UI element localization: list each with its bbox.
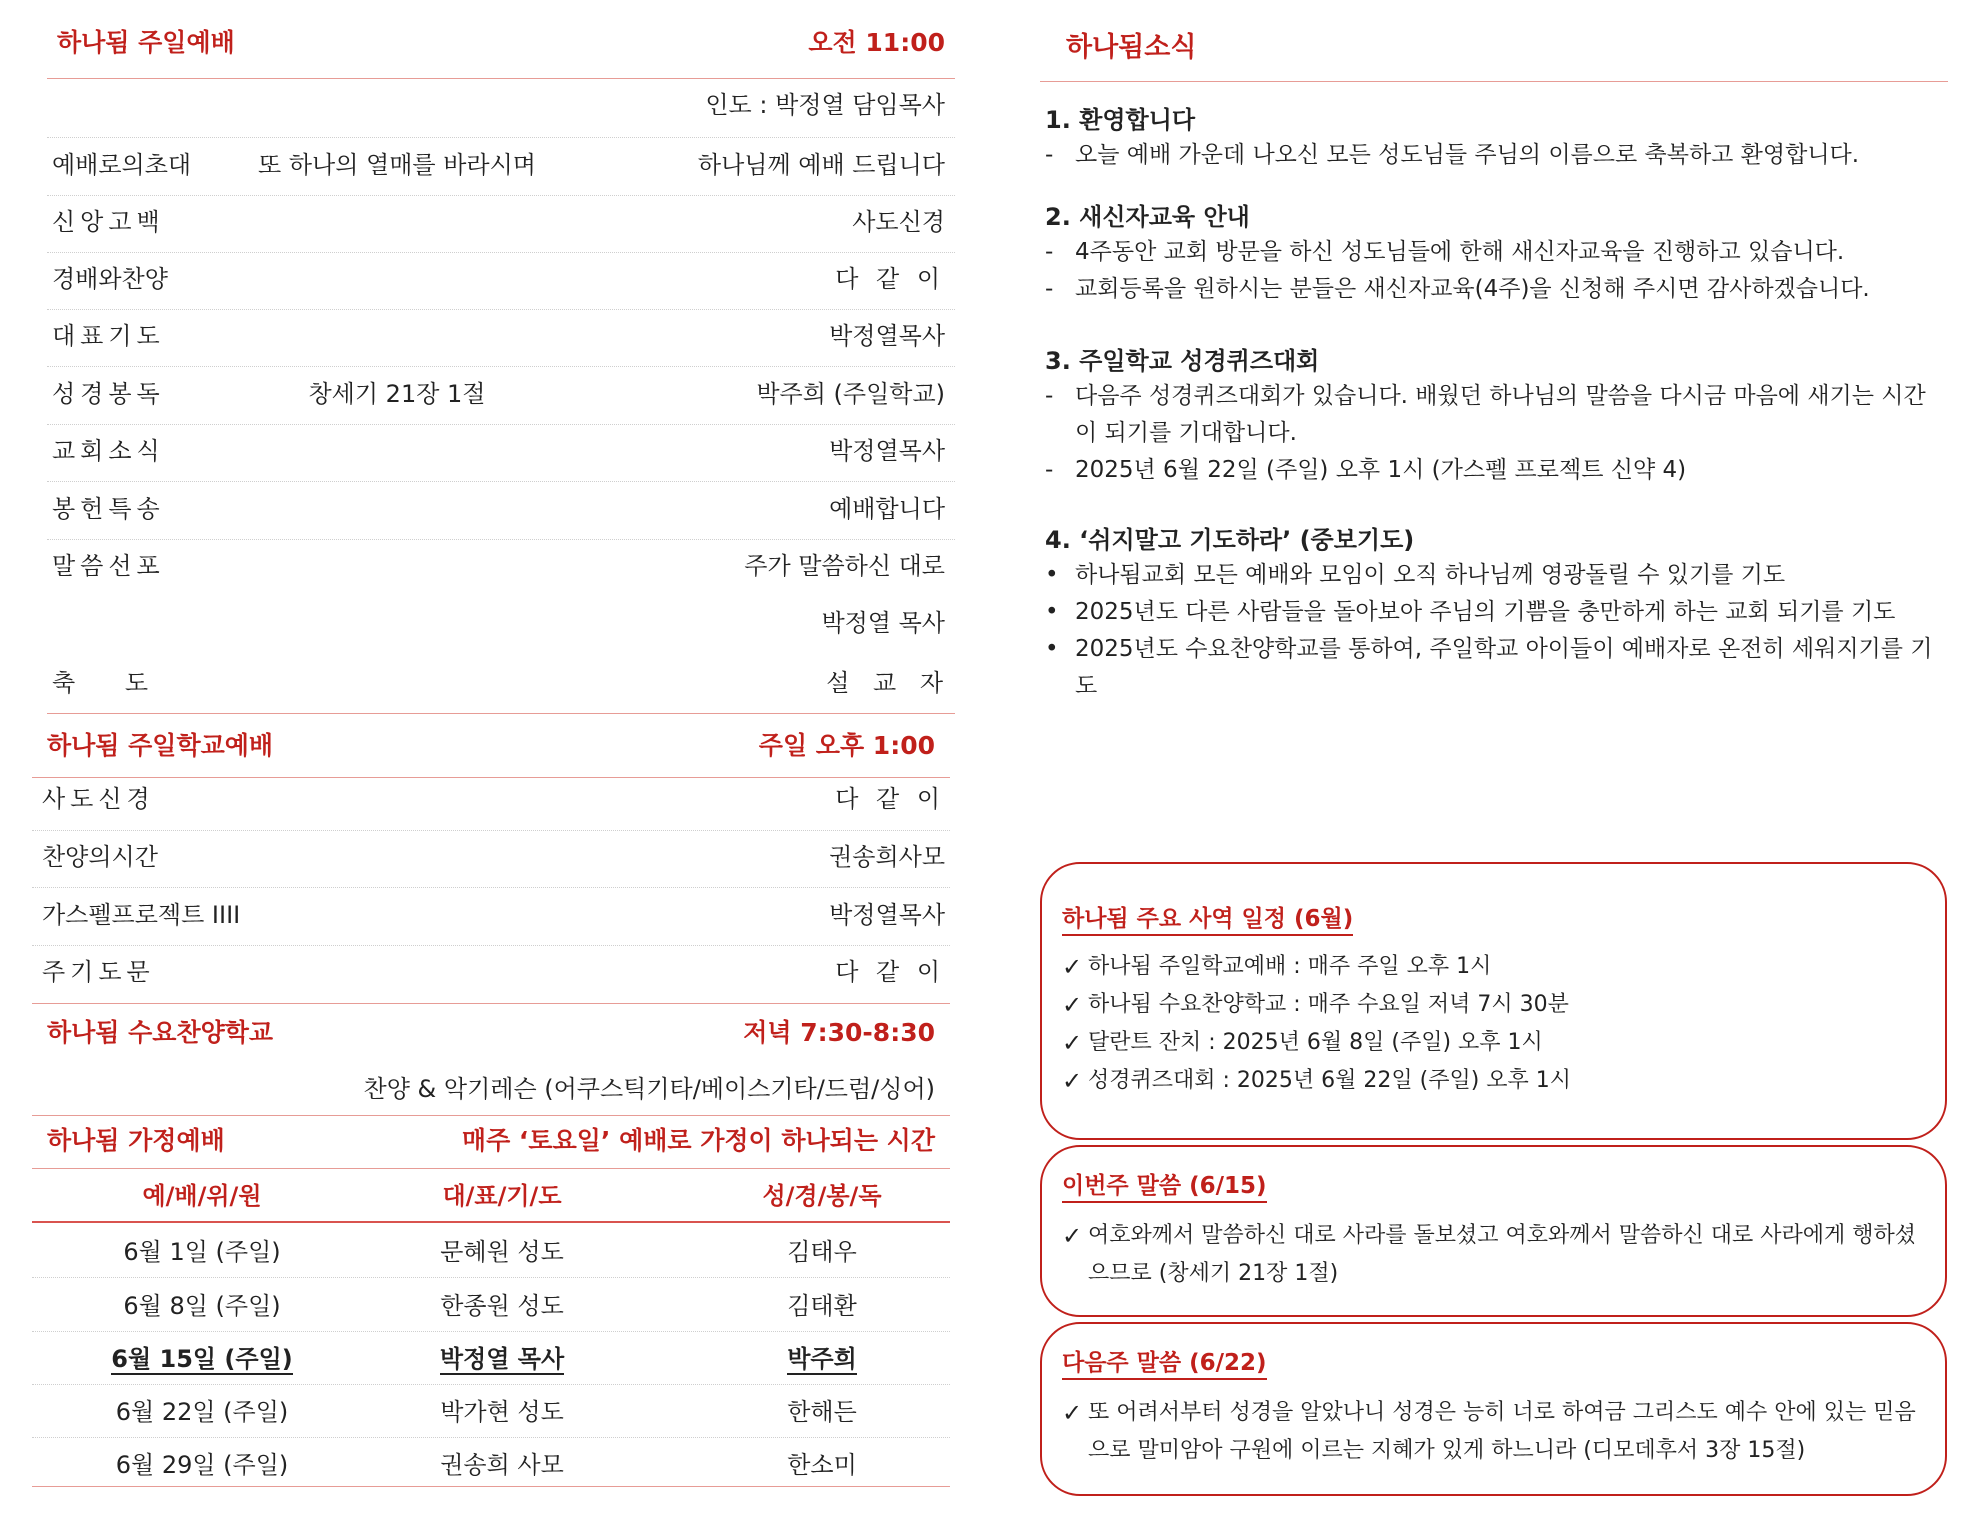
service-row (52, 434, 945, 468)
service-item-person: 박정열목사 (829, 437, 945, 465)
bullet-marker: • (1045, 562, 1059, 588)
service-item-person: 사도신경 (852, 208, 945, 236)
next-week-title: 다음주 말씀 (6/22) (1062, 1348, 1267, 1380)
news-line-text: 교회등록을 원하시는 분들은 새신자교육(4주)을 신청해 주시면 감사하겠습니다. (1075, 276, 1870, 302)
school-item-person: 다 같 이 (835, 958, 945, 986)
divider (32, 777, 950, 778)
school-item-name: 주기도문 (42, 958, 155, 986)
service-row (52, 205, 945, 239)
service-item-person: 하나님께 예배 드립니다 (697, 151, 945, 179)
divider (32, 1003, 950, 1004)
service-item-name: 말씀선포 (52, 552, 165, 580)
service-item-person: 박주희 (주일학교) (756, 380, 945, 408)
bullet-marker: - (1045, 276, 1054, 302)
service-row (52, 606, 945, 640)
family-table-row (32, 1393, 950, 1431)
family-cell-prayer: 한종원 성도 (440, 1292, 564, 1320)
divider (47, 137, 955, 138)
wednesday-school-time: 저녁 7:30-8:30 (743, 1018, 935, 1047)
family-cell-prayer: 박가현 성도 (440, 1398, 564, 1426)
column-header: 예/배/위/원 (142, 1182, 262, 1210)
news-item-line (1045, 594, 1945, 631)
divider (32, 1331, 950, 1332)
schedule-item (1062, 986, 1922, 1024)
divider (32, 945, 950, 946)
check-icon: ✓ (1062, 953, 1083, 981)
family-cell-date: 6월 8일 (주일) (123, 1292, 281, 1320)
news-line-text: 다음주 성경퀴즈대회가 있습니다. 배웠던 하나님의 말씀을 다시금 마음에 새기는 시간이 되기를 기대합니다. (1075, 383, 1926, 446)
service-item-name: 대표기도 (52, 322, 165, 350)
family-cell-reading: 김태환 (787, 1292, 857, 1320)
bullet-marker: - (1045, 142, 1054, 168)
news-line-text: 오늘 예배 가운데 나오신 모든 성도님들 주님의 이름으로 축복하고 환영합니다. (1075, 142, 1860, 168)
news-line-text: 하나됨교회 모든 예배와 모임이 오직 하나님께 영광돌릴 수 있기를 기도 (1075, 562, 1786, 588)
service-row (52, 377, 945, 411)
news-title: 하나됨소식 (1066, 32, 1197, 63)
family-service-subtitle: 매주 ‘토요일’ 예배로 가정이 하나되는 시간 (461, 1126, 935, 1155)
news-line-text: 2025년 6월 22일 (주일) 오후 1시 (가스펠 프로젝트 신약 4) (1075, 457, 1687, 483)
news-item-line (1045, 631, 1945, 705)
bullet-marker: - (1045, 457, 1054, 483)
schedule-item (1062, 948, 1922, 986)
family-service-title: 하나됨 가정예배 (47, 1126, 225, 1155)
service-item-name: 교회소식 (52, 437, 165, 465)
service-item-person: 예배합니다 (829, 495, 945, 523)
family-cell-prayer: 문혜원 성도 (440, 1238, 564, 1266)
this-week-title: 이번주 말씀 (6/15) (1062, 1171, 1267, 1203)
next-week-verse-box (1040, 1322, 1947, 1496)
divider (47, 309, 955, 310)
family-cell-reading: 박주희 (787, 1345, 857, 1373)
school-item-name: 사도신경 (42, 785, 155, 813)
divider (47, 539, 955, 540)
sunday-school-row (42, 955, 945, 989)
divider (32, 1384, 950, 1385)
news-item-line (1045, 452, 1945, 489)
news-item (1045, 523, 1945, 705)
sunday-service-title: 하나됨 주일예배 (57, 28, 235, 57)
schedule-item-text: 하나됨 주일학교예배 : 매주 주일 오후 1시 (1088, 954, 1492, 979)
bullet-marker: • (1045, 636, 1059, 662)
divider (47, 366, 955, 367)
news-item-heading: 4. ‘쉬지말고 기도하라’ (중보기도) (1045, 526, 1415, 554)
family-cell-reading: 김태우 (787, 1238, 857, 1266)
service-item-person: 주가 말씀하신 대로 (744, 552, 945, 580)
news-item (1045, 200, 1945, 308)
benediction-person: 설 교 자 (826, 669, 951, 697)
verse-text: 또 어려서부터 성경을 알았나니 성경은 능히 너로 하여금 그리스도 예수 안에 있는 믿음으로 말미암아 구원에 이르는 지혜가 있게 하느니라 (디모데후서 3장 15절) (1088, 1400, 1916, 1463)
divider (47, 713, 955, 714)
wednesday-school-desc-row (47, 1072, 935, 1106)
divider (47, 252, 955, 253)
news-item-line (1045, 234, 1945, 271)
check-icon: ✓ (1062, 1399, 1083, 1427)
check-icon: ✓ (1062, 1029, 1083, 1057)
schedule-box-title: 하나됨 주요 사역 일정 (6월) (1062, 904, 1353, 936)
divider (47, 424, 955, 425)
school-item-person: 다 같 이 (835, 785, 945, 813)
wednesday-school-header (47, 1016, 935, 1050)
service-item-name: 예배로의초대 (52, 151, 192, 179)
divider (47, 78, 955, 79)
divider (32, 1486, 950, 1487)
service-item-detail: 창세기 21장 1절 (308, 380, 486, 408)
service-row (52, 549, 945, 583)
family-cell-prayer: 권송희 사모 (440, 1451, 564, 1479)
bullet-marker: - (1045, 383, 1054, 409)
news-item-heading: 1. 환영합니다 (1045, 106, 1196, 134)
news-line-text: 4주동안 교회 방문을 하신 성도님들에 한해 새신자교육을 진행하고 있습니다. (1075, 239, 1845, 265)
service-item-detail: 또 하나의 열매를 바라시며 (258, 151, 536, 179)
service-row (52, 492, 945, 526)
service-item-name: 신앙고백 (52, 208, 165, 236)
divider (47, 481, 955, 482)
sunday-school-row (42, 782, 945, 816)
news-item-heading: 2. 새신자교육 안내 (1045, 203, 1250, 231)
news-line-text: 2025년도 수요찬양학교를 통하여, 주일학교 아이들이 예배자로 온전히 세워지기를 기도 (1075, 636, 1933, 699)
family-cell-date: 6월 22일 (주일) (115, 1398, 289, 1426)
column-header: 성/경/봉/독 (762, 1182, 882, 1210)
news-item (1045, 344, 1945, 489)
family-service-header (47, 1124, 935, 1158)
schedule-item (1062, 1024, 1922, 1062)
school-item-name: 찬양의시간 (42, 843, 158, 871)
divider (1040, 81, 1948, 82)
divider (32, 1221, 950, 1223)
this-week-verse-box (1040, 1145, 1947, 1317)
school-item-name: 가스펠프로젝트 IIII (42, 901, 241, 929)
divider (32, 1115, 950, 1116)
check-icon: ✓ (1062, 1222, 1083, 1250)
sunday-school-time: 주일 오후 1:00 (758, 731, 935, 760)
news-line-text: 2025년도 다른 사람들을 돌아보아 주님의 기쁨을 충만하게 하는 교회 되기를 기도 (1075, 599, 1896, 625)
family-cell-reading: 한해든 (787, 1398, 857, 1426)
service-item-person: 다 같 이 (835, 265, 945, 293)
bullet-marker: • (1045, 599, 1059, 625)
check-icon: ✓ (1062, 991, 1083, 1019)
service-item-name: 성경봉독 (52, 380, 165, 408)
news-item-line (1045, 378, 1945, 452)
family-table-row (32, 1233, 950, 1271)
schedule-item-text: 성경퀴즈대회 : 2025년 6월 22일 (주일) 오후 1시 (1088, 1068, 1572, 1093)
family-cell-reading: 한소미 (787, 1451, 857, 1479)
service-item-person: 박정열목사 (829, 322, 945, 350)
bullet-marker: - (1045, 239, 1054, 265)
news-item (1045, 103, 1945, 174)
schedule-item-text: 하나됨 수요찬양학교 : 매주 수요일 저녁 7시 30분 (1088, 992, 1569, 1017)
schedule-box (1040, 862, 1947, 1140)
family-cell-prayer: 박정열 목사 (439, 1345, 565, 1373)
service-leader: 인도 : 박정열 담임목사 (705, 91, 945, 119)
service-item-name: 봉헌특송 (52, 495, 165, 523)
schedule-item (1062, 1062, 1922, 1100)
family-table-row (32, 1340, 950, 1378)
family-cell-date: 6월 1일 (주일) (123, 1238, 281, 1266)
wednesday-school-desc: 찬양 & 악기레슨 (어쿠스틱기타/베이스기타/드럼/싱어) (363, 1075, 935, 1103)
divider (32, 830, 950, 831)
service-item-name: 경배와찬양 (52, 265, 168, 293)
wednesday-school-title: 하나됨 수요찬양학교 (47, 1018, 274, 1047)
service-row (52, 666, 951, 700)
family-table-header (32, 1176, 950, 1216)
this-week-verse (1062, 1217, 1932, 1293)
news-item-line (1045, 137, 1945, 174)
divider (32, 887, 950, 888)
service-row (52, 319, 945, 353)
news-item-heading: 3. 주일학교 성경퀴즈대회 (1045, 347, 1320, 375)
news-item-line (1045, 557, 1945, 594)
sunday-school-row (42, 840, 945, 874)
family-cell-date: 6월 15일 (주일) (111, 1345, 293, 1373)
sunday-school-row (42, 898, 945, 932)
sunday-service-time: 오전 11:00 (808, 28, 945, 57)
sunday-school-title: 하나됨 주일학교예배 (47, 731, 274, 760)
service-row (52, 148, 945, 182)
service-leader-row (47, 88, 945, 122)
sunday-school-header (47, 729, 935, 763)
verse-text: 여호와께서 말씀하신 대로 사라를 돌보셨고 여호와께서 말씀하신 대로 사라에게 행하셨으므로 (창세기 21장 1절) (1088, 1223, 1917, 1286)
divider (32, 1277, 950, 1278)
schedule-list (1062, 948, 1922, 1100)
column-header: 대/표/기/도 (442, 1182, 562, 1210)
family-table-row (32, 1446, 950, 1484)
family-cell-date: 6월 29일 (주일) (115, 1451, 289, 1479)
divider (32, 1437, 950, 1438)
school-item-person: 박정열목사 (829, 901, 945, 929)
check-icon: ✓ (1062, 1067, 1083, 1095)
preacher: 박정열 목사 (821, 609, 945, 637)
benediction-label: 축 도 (52, 669, 148, 697)
family-table-row (32, 1287, 950, 1325)
sunday-service-header (55, 26, 945, 60)
next-week-verse (1062, 1394, 1932, 1470)
divider (32, 1168, 950, 1169)
divider (47, 195, 955, 196)
school-item-person: 권송희사모 (829, 843, 945, 871)
service-row (52, 262, 945, 296)
schedule-item-text: 달란트 잔치 : 2025년 6월 8일 (주일) 오후 1시 (1088, 1030, 1543, 1055)
news-item-line (1045, 271, 1945, 308)
